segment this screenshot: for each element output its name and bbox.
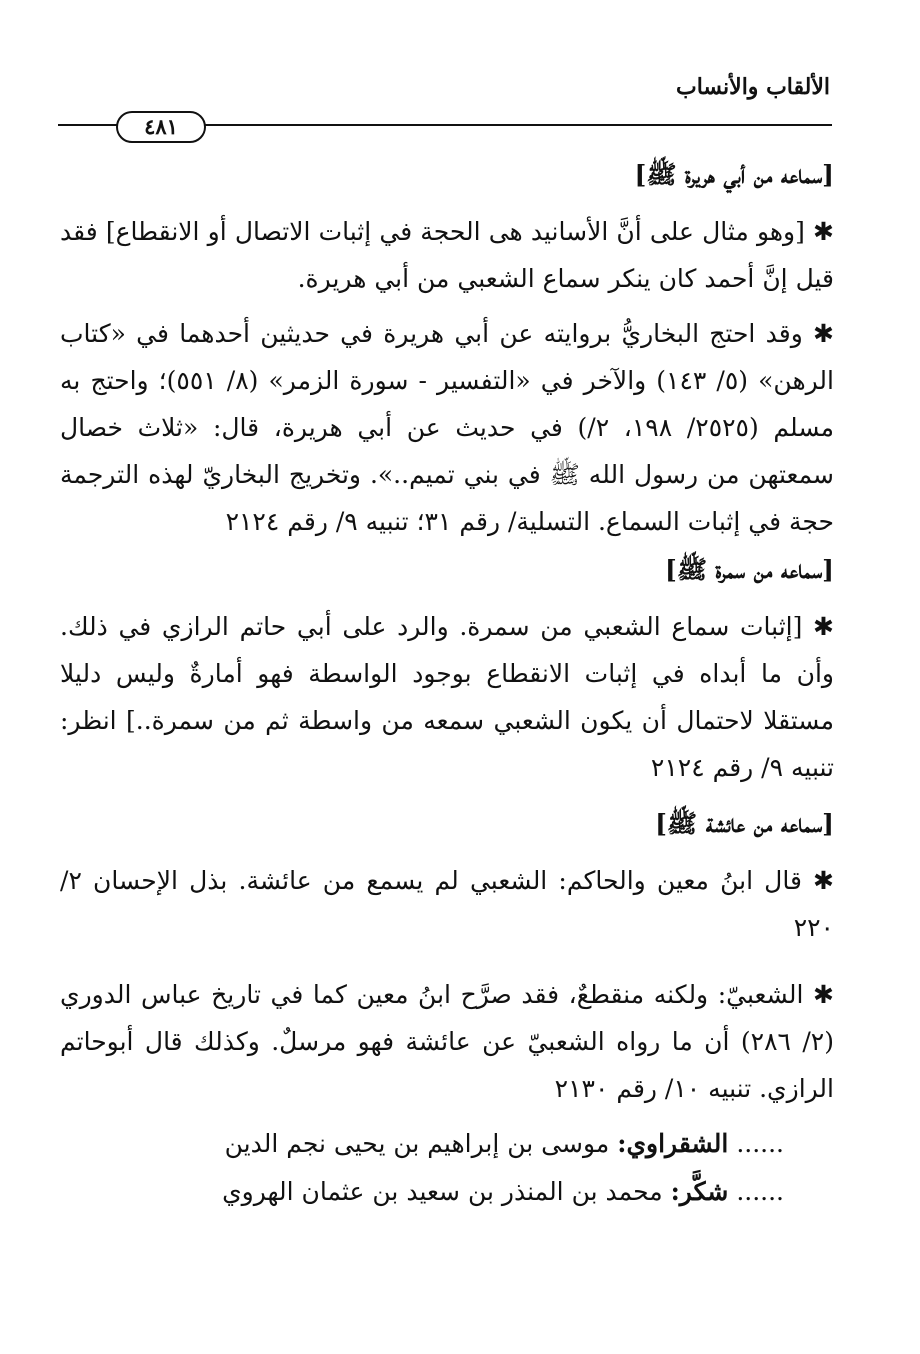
section-heading: [سماعه من عائشة ﷺ] [655,809,834,838]
index-entry-name: شكَّر: [670,1177,729,1206]
section-heading: [سماعه من أبي هريرة ﷺ] [634,160,834,189]
index-entry-text: موسى بن إبراهيم بن يحيى نجم الدين [224,1129,610,1158]
section-abu-hurayra [60,150,834,545]
running-header-title: الألقاب والأنساب [675,74,830,100]
leader-dots: ...... [736,1177,784,1206]
page-number-badge: ٤٨١ [116,111,206,143]
index-entries [60,1120,834,1216]
section-samura [60,545,834,791]
section-heading: [سماعه من سمرة ﷺ] [665,555,834,584]
index-entry [60,1168,834,1216]
paragraph: ✱ [وهو مثال على أنَّ الأسانيد هى الحجة في إثبات الاتصال أو الانقطاع] فقد قيل إنَّ أحمد كان ينكر سماع الشعبي من أبي هريرة. [60,217,834,293]
paragraph: ✱ [إثبات سماع الشعبي من سمرة. والرد على أبي حاتم الرازي في ذلك. وأن ما أبداه في إثبات الانقطاع بوجود الواسطة فهو أمارةٌ وليس دليلا مستقلا لاحتمال أن يكون الشعبي سمعه من واسطة ثم من سمرة..] انظر: تنبيه ٩/ رقم ٢١٢٤ [60,612,834,782]
index-entry [60,1120,834,1168]
index-entry-text: محمد بن المنذر بن سعيد بن عثمان الهروي [222,1177,663,1206]
leader-dots: ...... [736,1129,784,1158]
page-body [60,150,834,1216]
paragraph: ✱ قال ابنُ معين والحاكم: الشعبي لم يسمع من عائشة. بذل الإحسان ٢/ ٢٢٠ [60,866,834,942]
index-entry-name: الشقراوي: [617,1129,729,1158]
paragraph: ✱ الشعبيّ: ولكنه منقطعٌ، فقد صرَّح ابنُ معين كما في تاريخ عباس الدوري (٢/ ٢٨٦) أن ما رواه الشعبيّ عن عائشة فهو مرسلٌ. وكذلك قال أبوحاتم الرازي. تنبيه ١٠/ رقم ٢١٣٠ [60,980,834,1103]
paragraph: ✱ وقد احتج البخاريُّ بروايته عن أبي هريرة في حديثين أحدهما في «كتاب الرهن» (٥/ ١٤٣) والآخر في «التفسير - سورة الزمر» (٨/ ٥٥١)؛ واحتج به مسلم (٢٥٢٥/ ١٩٨، ٢/) في حديث عن أبي هريرة، قال: «ثلاث خصال سمعتهن من رسول الله ﷺ في بني تميم..». وتخريج البخاريّ لهذه الترجمة حجة في إثبات السماع. التسلية/ رقم ٣١؛ تنبيه ٩/ رقم ٢١٢٤ [60,319,835,536]
section-aisha [60,799,834,1112]
